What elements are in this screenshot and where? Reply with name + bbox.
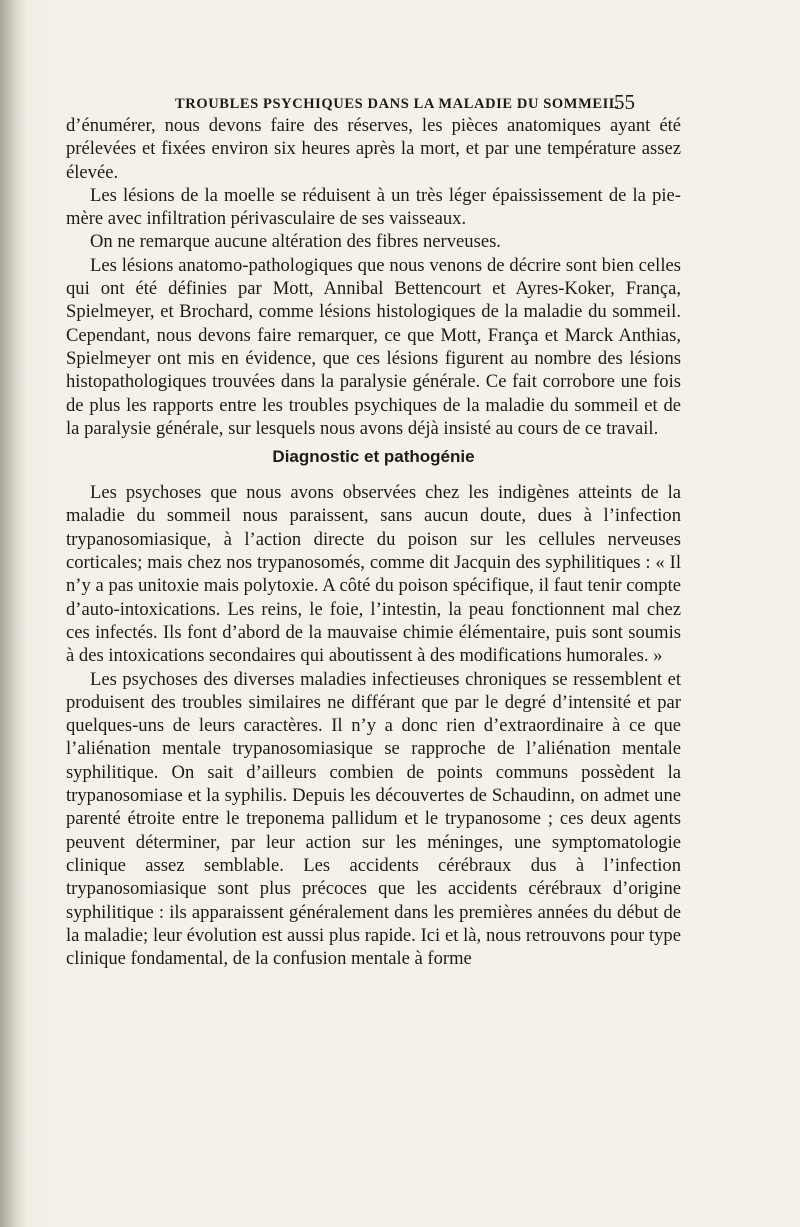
paragraph-continuation: d’énumérer, nous devons faire des réserves, les pièces anatomiques ayant été prélevées et fixées environ six heures après la mort, et par une température assez élevée.	[66, 115, 681, 183]
body-text	[66, 114, 681, 970]
running-title: TROUBLES PSYCHIQUES DANS LA MALADIE DU SOMMEIL	[175, 96, 620, 112]
paragraph-lesions: Les lésions anatomo-pathologiques que nous venons de décrire sont bien celles qui ont été définies par Mott, Annibal Bettencourt et Ayres-Koker, França, Spielmeyer, et Brochard, comme lésions histologiques de la maladie du sommeil. Cependant, nous devons faire remarquer, ce que Mott, França et Marck Anthias, Spielmeyer ont mis en évidence, que ces lésions figurent au nombre des lésions histopathologiques trouvées dans la paralysie générale. Ce fait corrobore une fois de plus les rapports entre les troubles psychiques de la maladie du sommeil et de la paralysie générale, sur lesquels nous avons déjà insisté au cours de ce travail.	[66, 254, 681, 439]
paragraph-moelle: Les lésions de la moelle se réduisent à un très léger épaississement de la pie-mère avec infiltration périvasculaire de ses vaisseaux.	[66, 184, 681, 230]
page-number: 55	[614, 90, 635, 114]
section-heading: Diagnostic et pathogénie	[272, 447, 475, 467]
paragraph-psychoses: Les psychoses que nous avons observées chez les indigènes atteints de la maladie du sommeil nous paraissent, sans aucun doute, dues à l’infection trypanosomiasique, à l’action directe du poison sur les cellules nerveuses corticales; mais chez nos trypanosomés, comme dit Jacquin des syphilitiques : « Il n’y a pas unitoxie mais polytoxie. A côté du poison spécifique, il faut tenir compte d’auto-intoxications. Les reins, le foie, l’intestin, la peau fonctionnent mal chez ces infectés. Ils font d’abord de la mauvaise chimie élémentaire, puis sont soumis à des intoxications secondaires qui aboutissent à des modifications humorales. »	[66, 482, 681, 667]
paragraph-fibres: On ne remarque aucune altération des fibres nerveuses.	[90, 231, 501, 253]
binding-gutter-shadow	[0, 0, 28, 1227]
paragraph-maladies-infectieuses: Les psychoses des diverses maladies infectieuses chroniques se ressemblent et produisent des troubles similaires ne différant que par le degré d’intensité et par quelques-uns de leurs caractères. Il n’y a donc rien d’extraordinaire à ce que l’aliénation mentale trypanosomiasique se rapproche de l’aliénation mentale syphilitique. On sait d’ailleurs combien de points communs possèdent la trypanosomiase et la syphilis. Depuis les découvertes de Schaudinn, on admet une parenté étroite entre le treponema pallidum et le trypanosome ; ces deux agents peuvent déterminer, par leur action sur les méninges, une symptomatologie clinique assez semblable. Les accidents cérébraux dus à l’infection trypanosomiasique sont plus précoces que les accidents cérébraux d’origine syphilitique : ils apparaissent généralement dans les premières années du début de la maladie; leur évolution est aussi plus rapide. Ici et là, nous retrouvons pour type clinique fondamental, de la confusion mentale à forme	[66, 668, 681, 970]
